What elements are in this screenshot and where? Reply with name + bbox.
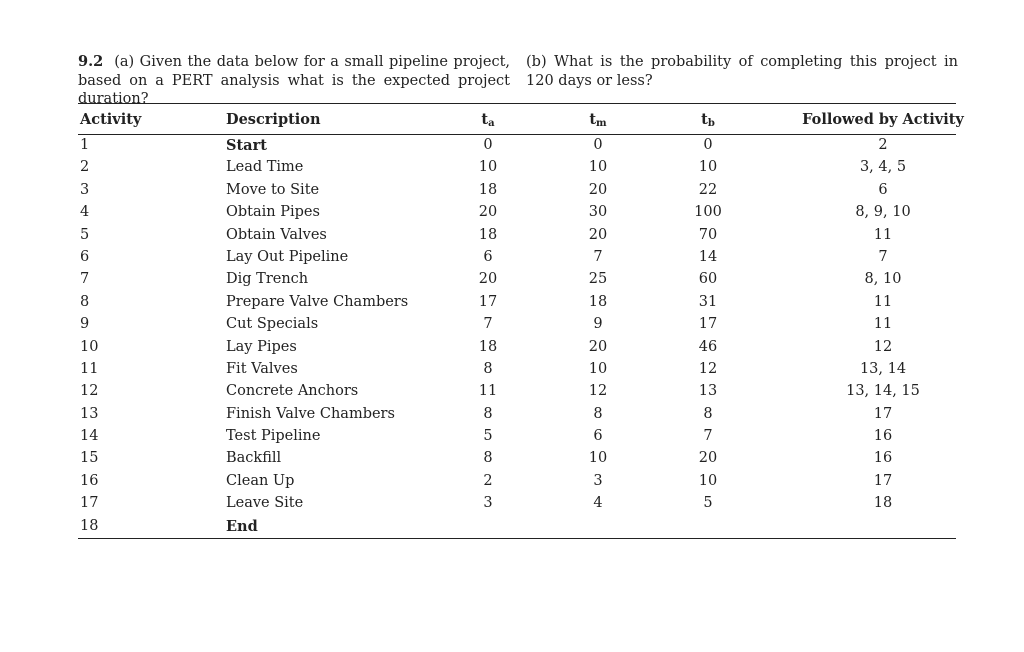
cell-activity: 3 [80,181,90,198]
table-row [78,493,956,515]
cell-tm: 10 [588,159,608,176]
cell-tm: 18 [588,293,608,310]
cell-activity: 7 [80,271,90,288]
cell-tm: 6 [593,428,603,445]
cell-activity: 17 [80,495,99,512]
table-row [78,426,956,448]
cell-activity: 6 [80,248,90,265]
cell-description: Prepare Valve Chambers [226,293,409,310]
cell-activity: 18 [80,517,99,534]
cell-description: Leave Site [226,495,304,512]
table-header [78,104,964,135]
table-row [78,135,956,157]
cell-tm: 20 [588,181,608,198]
cell-ta: 8 [483,450,493,467]
cell-followed: 17 [873,405,893,422]
cell-ta: 20 [478,271,498,288]
cell-followed: 8, 9, 10 [855,204,911,221]
cell-tp: 13 [698,383,718,400]
part-b-question: (b) What is the probability of completing this project in 120 days or less? [526,54,958,89]
cell-tm: 12 [588,383,608,400]
table-row [78,180,956,202]
table-row [78,314,956,336]
cell-activity: 15 [80,450,99,467]
cell-tp: 14 [698,248,718,265]
cell-followed: 6 [878,181,888,198]
bottom-rule [78,538,956,539]
cell-tp: 100 [694,204,722,221]
cell-tp: 5 [703,495,713,512]
cell-description: End [226,517,258,535]
table-row [78,202,956,224]
table-row [78,516,956,538]
cell-tm: 20 [588,226,608,243]
cell-tp: 12 [698,360,718,377]
cell-tp: 22 [698,181,718,198]
table-row [78,381,956,403]
cell-activity: 4 [80,204,90,221]
cell-tp: 10 [698,159,718,176]
table-row [78,448,956,470]
table-row [78,157,956,179]
cell-tm: 10 [588,360,608,377]
cell-tm: 20 [588,338,608,355]
cell-description: Lay Pipes [226,338,297,355]
cell-tp: 60 [698,271,718,288]
cell-ta: 18 [478,181,498,198]
cell-ta: 8 [483,405,493,422]
cell-description: Move to Site [226,181,320,198]
cell-ta: 11 [478,383,498,400]
cell-description: Clean Up [226,472,295,489]
cell-tp: 70 [698,226,718,243]
table-row [78,269,956,291]
cell-tp: 46 [698,338,718,355]
table-row [78,292,956,314]
header-tp: $t_b$ [701,111,715,129]
cell-followed: 2 [878,137,888,153]
table-row [78,247,956,269]
header-followed: Followed by Activity [802,111,964,128]
table-row [78,404,956,426]
cell-followed: 11 [873,293,893,310]
cell-tm: 25 [588,271,608,288]
cell-followed: 11 [873,226,893,243]
cell-tm: 3 [593,472,603,489]
cell-followed: 16 [873,450,893,467]
cell-description: Obtain Valves [226,226,327,243]
cell-activity: 1 [80,137,90,153]
cell-tp: 10 [698,472,718,489]
cell-tp: 31 [698,293,718,310]
cell-tp: 7 [703,428,713,445]
cell-ta: 17 [478,293,498,310]
cell-followed: 7 [878,248,888,265]
cell-description: Cut Specials [226,316,319,333]
cell-activity: 16 [80,472,99,489]
cell-followed: 17 [873,472,893,489]
cell-activity: 14 [80,428,99,445]
cell-ta: 8 [483,360,493,377]
cell-tp: 0 [703,137,713,153]
table-row [78,225,956,247]
table-row [78,337,956,359]
cell-activity: 13 [80,405,99,422]
cell-description: Obtain Pipes [226,204,320,221]
header-tm: $t_m$ [589,111,607,129]
problem-number: 9.2 [78,53,104,70]
table-body [78,135,956,538]
cell-followed: 13, 14 [859,360,907,377]
cell-tm: 8 [593,405,603,422]
cell-ta: 0 [483,137,493,153]
part-a-question: (a) Given the data below for a small pipeline project, based on a PERT analysis what is the expected project duration? [78,54,511,107]
cell-activity: 11 [80,360,99,377]
cell-followed: 11 [873,316,893,333]
cell-activity: 12 [80,383,99,400]
cell-tp: 20 [698,450,718,467]
cell-ta: 18 [478,226,498,243]
cell-tm: 10 [588,450,608,467]
cell-followed: 3, 4, 5 [859,159,907,176]
cell-description: Lay Out Pipeline [226,248,349,265]
cell-ta: 3 [483,495,493,512]
cell-activity: 10 [80,338,99,355]
cell-description: Finish Valve Chambers [226,405,395,422]
cell-description: Dig Trench [226,271,309,288]
cell-tm: 30 [588,204,608,221]
cell-description: Lead Time [226,159,304,176]
cell-tm: 9 [593,316,603,333]
cell-followed: 18 [873,495,893,512]
cell-ta: 5 [483,428,493,445]
cell-tm: 0 [593,137,603,153]
table-row [78,359,956,381]
cell-tm: 4 [593,495,603,512]
cell-description: Start [226,137,267,154]
cell-ta: 6 [483,248,493,265]
cell-ta: 10 [478,159,498,176]
part-a-text [78,53,510,109]
cell-ta: 7 [483,316,493,333]
cell-ta: 20 [478,204,498,221]
cell-followed: 12 [873,338,893,355]
cell-description: Backfill [226,450,282,467]
header-ta: $t_a$ [481,111,495,129]
cell-tp: 8 [703,405,713,422]
cell-description: Test Pipeline [226,428,321,445]
cell-tm: 7 [593,248,603,265]
cell-activity: 5 [80,226,90,243]
header-description: Description [226,111,321,128]
cell-ta: 18 [478,338,498,355]
cell-followed: 16 [873,428,893,445]
cell-description: Fit Valves [226,360,298,377]
cell-followed: 8, 10 [864,271,902,288]
pert-table [78,103,964,539]
cell-activity: 9 [80,316,90,333]
cell-activity: 2 [80,159,90,176]
cell-description: Concrete Anchors [226,383,359,400]
header-activity: Activity [80,111,142,128]
cell-followed: 13, 14, 15 [846,383,920,400]
cell-tp: 17 [698,316,718,333]
cell-activity: 8 [80,293,90,310]
table-row [78,471,956,493]
cell-ta: 2 [483,472,493,489]
